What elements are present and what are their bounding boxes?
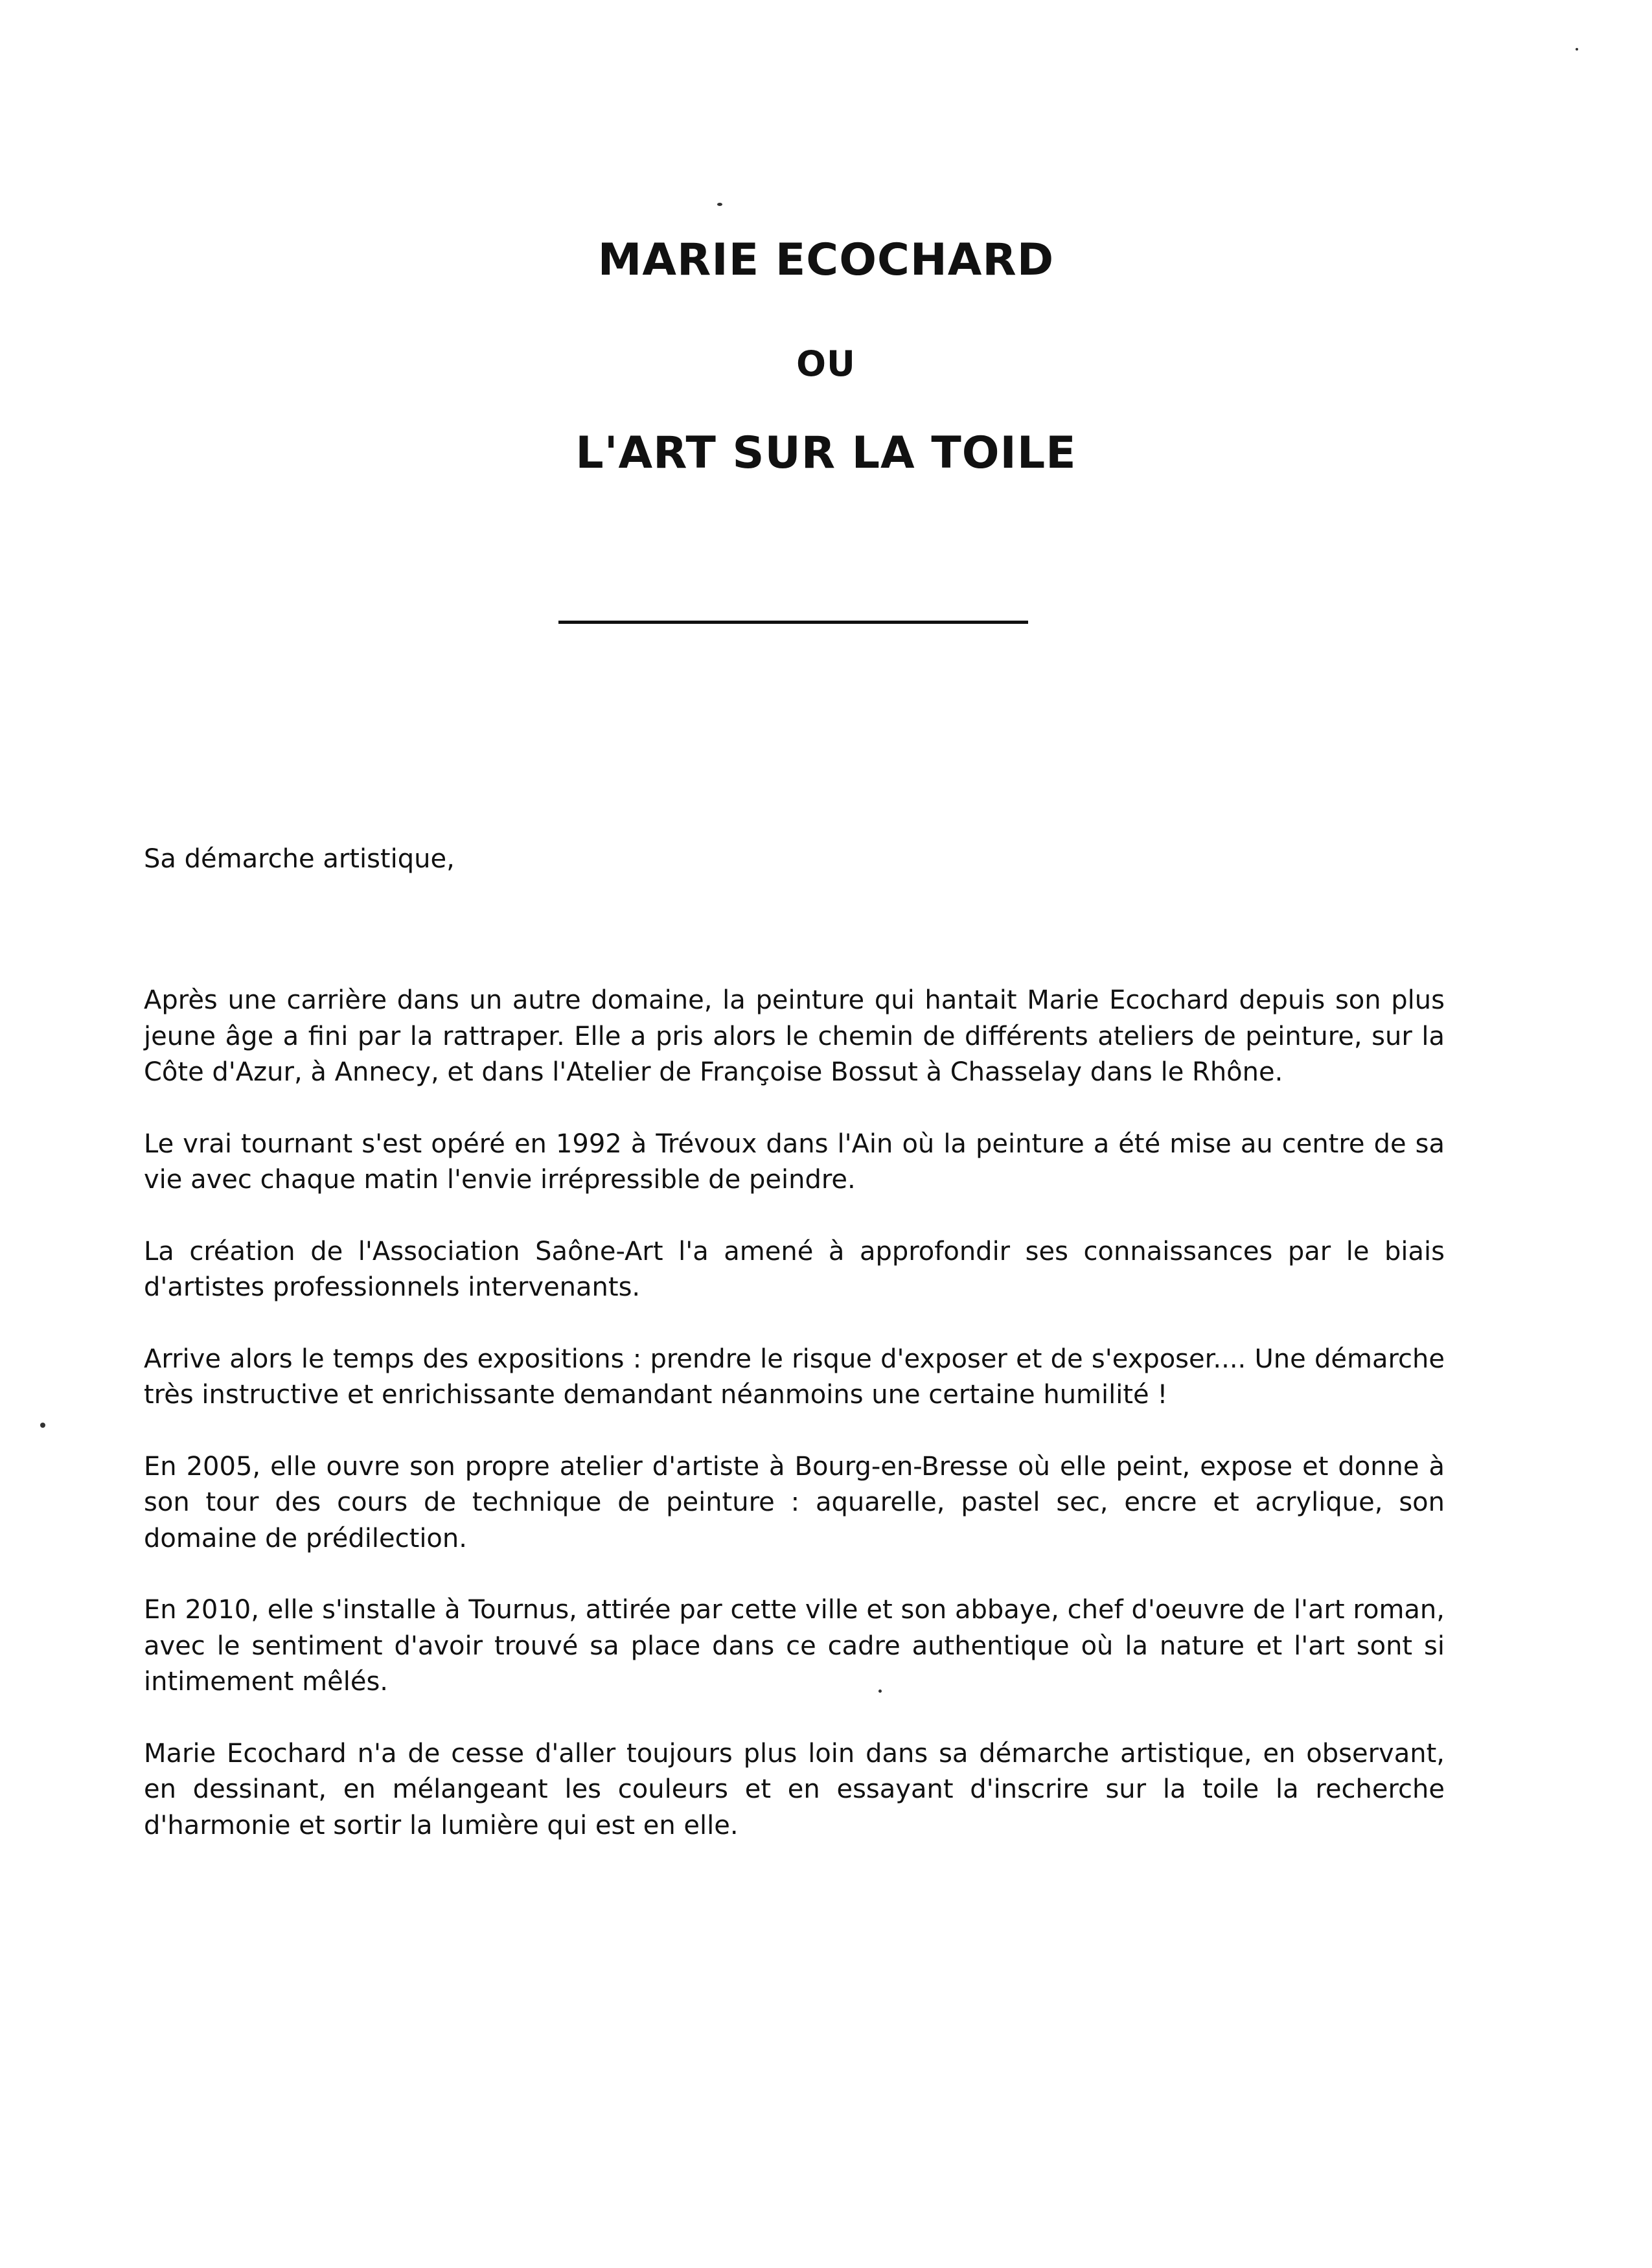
paragraph: En 2005, elle ouvre son propre atelier d'artiste à Bourg-en-Bresse où elle peint, expose et donne à son tour des cours de technique de peinture : aquarelle, pastel sec, encre et acrylique, son domaine de prédilection. bbox=[144, 1451, 1445, 1553]
body-text bbox=[144, 983, 1445, 1879]
document-subtitle: L'ART SUR LA TOILE bbox=[575, 428, 1077, 479]
section-heading: Sa démarche artistique, bbox=[144, 844, 455, 874]
paragraph: En 2010, elle s'installe à Tournus, attirée par cette ville et son abbaye, chef d'oeuvre de l'art roman, avec le sentiment d'avoir trouvé sa place dans ce cadre authentique où la nature et l'art sont si intimement mêlés. bbox=[144, 1595, 1445, 1697]
paragraph: Après une carrière dans un autre domaine, la peinture qui hantait Marie Ecochard depuis son plus jeune âge a fini par la rattraper. Elle a pris alors le chemin de différents ateliers de peinture, sur la Côte d'Azur, à Annecy, et dans l'Atelier de Françoise Bossut à Chasselay dans le Rhône. bbox=[144, 985, 1445, 1087]
title-divider bbox=[558, 621, 1028, 624]
scan-speck bbox=[40, 1423, 45, 1428]
paragraph: Le vrai tournant s'est opéré en 1992 à Trévoux dans l'Ain où la peinture a été mise au centre de sa vie avec chaque matin l'envie irrépressible de peindre. bbox=[144, 1128, 1445, 1195]
title-conjunction: OU bbox=[796, 343, 856, 384]
scan-speck bbox=[1576, 48, 1578, 51]
scan-speck bbox=[878, 1690, 882, 1693]
paragraph: La création de l'Association Saône-Art l'a amené à approfondir ses connaissances par le biais d'artistes professionnels intervenants. bbox=[144, 1236, 1445, 1302]
document-title: MARIE ECOCHARD bbox=[597, 235, 1055, 286]
paragraph: Marie Ecochard n'a de cesse d'aller toujours plus loin dans sa démarche artistique, en observant, en dessinant, en mélangeant les couleurs et en essayant d'inscrire sur la toile la recherche d'harmonie et sortir la lumière qui est en elle. bbox=[144, 1738, 1445, 1840]
scan-speck bbox=[717, 203, 722, 206]
paragraph: Arrive alors le temps des expositions : prendre le risque d'exposer et de s'exposer.... Une démarche très instructive et enrichissante demandant néanmoins une certaine humilité ! bbox=[144, 1344, 1445, 1410]
